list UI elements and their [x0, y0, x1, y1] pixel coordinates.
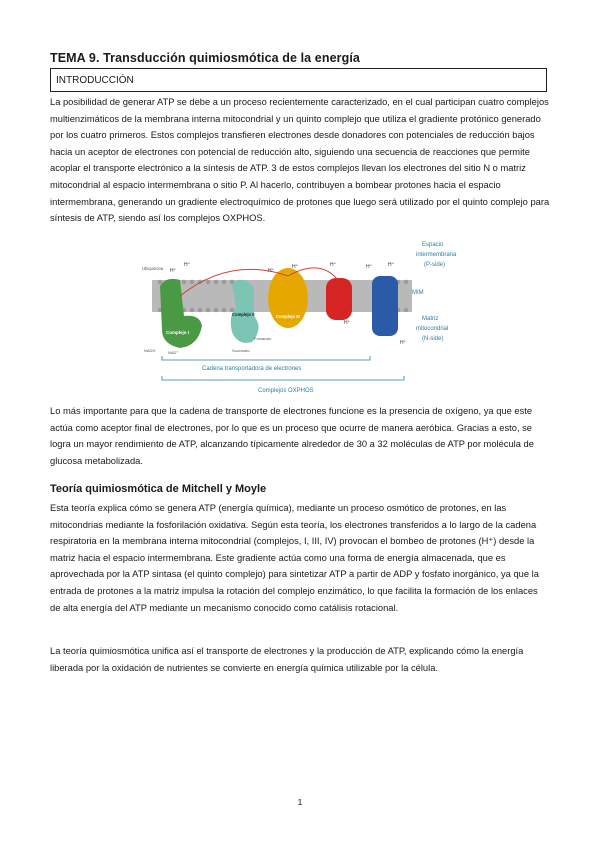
- atp-synthase-shape: [372, 276, 398, 336]
- svg-text:H⁺: H⁺: [388, 262, 395, 268]
- svg-text:H⁺: H⁺: [330, 262, 337, 268]
- bracket-oxphos: [162, 376, 404, 380]
- oxphos-figure: [140, 236, 460, 398]
- label-oxphos: Complejos OXPHOS: [258, 388, 314, 394]
- figure-label-fumarate: Fumarato: [254, 336, 272, 341]
- paragraph-oxygen: Lo más importante para que la cadena de transporte de electrones funcione es la presencia de oxígeno, ya que este actúa como aceptor final de electrones, por lo que es un proceso que ocurre de manera aeróbica. Gracias a esto, se logra un mayor rendimiento de ATP, alcanzando típicamente alrededor de 30 a 32 moléculas de ATP por molécula de glucosa metabolizada.: [50, 406, 534, 466]
- label-cadena: Cadena transportadora de electrones: [202, 366, 302, 372]
- figure-label-succinate: Succinato: [232, 348, 250, 353]
- complex-iv-shape: [326, 278, 352, 320]
- page-number: 1: [297, 797, 303, 807]
- label-espacio: Espacio: [422, 242, 444, 248]
- svg-text:H⁺: H⁺: [344, 320, 351, 326]
- bracket-cadena: [162, 356, 370, 360]
- subheading-mitchell: Teoría quimiosmótica de Mitchell y Moyle: [50, 483, 267, 495]
- label-mitocondrial: mitocondrial: [416, 326, 449, 332]
- complex-i-label: Complejo I: [166, 330, 190, 335]
- paragraph-theory: Esta teoría explica cómo se genera ATP (energía química), mediante un proceso osmótico de protones, en las mitocondrias mediante la fosforilación oxidativa. Según esta teoría, los electrones transferidos a lo largo de la cadena respiratoria en la membrana interna mitocondrial (complejos, I, III, IV) provocan el bombeo de protones (H⁺) desde la matriz hacia el espacio intermembrana. Este gradiente actúa como una forma de energía almacenada, que es aprovechada por la ATP sintasa (el quinto complejo) para sintetizar ATP a partir de ADP y fosfato inorgánico, ya que la entrada de protones a la matriz impulsa la rotación del complejo enzimático, lo que facilita la formación de los enlaces de alta energía del ATP mediante un mecanismo conocido como catálisis rotacional.: [50, 503, 539, 613]
- figure-label-ubiquinone: Ubiquinona: [142, 266, 164, 271]
- svg-text:H⁺: H⁺: [184, 262, 191, 268]
- label-p-side: (P-side): [424, 262, 446, 268]
- svg-text:H⁺: H⁺: [268, 268, 275, 274]
- figure-label-nadh: NADH: [144, 348, 156, 353]
- label-matriz: Matriz: [422, 316, 439, 322]
- complex-iii-shape: [268, 268, 308, 328]
- figure-label-nad: NAD⁺: [168, 350, 179, 355]
- complex-ii-label: Complejo II: [232, 312, 255, 317]
- svg-text:H⁺: H⁺: [292, 264, 299, 270]
- paragraph-intro: La posibilidad de generar ATP se debe a un proceso recientemente caracterizado, en el cual participan cuatro complejos multienzimáticos de la membrana interna mitocondrial y un quinto complejo que utiliza el gradiente protónico generado por los cuatro primeros. Estos complejos transfieren electrones desde donadores con potenciales de reducción bajos hacia un aceptor de electrones con potencial de reducción alto, siguiendo una secuencia de reacciones que permite acoplar el transporte electrónico a la síntesis de ATP. 3 de estos complejos llevan los electrones del sitio N o matriz mitocondrial al espacio intermembrana o sitio P. Al hacerlo, contribuyen a bombear protones hacia el espacio intermembrana, generando un gradiente electroquímico de protones que luego será utilizado por el quinto complejo para síntesis de ATP, siendo así los complejos OXPHOS.: [50, 97, 550, 224]
- page-title: TEMA 9. Transducción quimiosmótica de la energía: [50, 51, 360, 65]
- svg-text:H⁺: H⁺: [170, 268, 177, 274]
- paragraph-conclusion: La teoría quimiosmótica unifica así el transporte de electrones y la producción de ATP, explicando cómo la energía liberada por la oxidación de nutrientes se convierte en energía química utilizable por la célula.: [50, 646, 524, 673]
- complex-iii-label: Complejo III: [276, 314, 300, 319]
- label-n-side: (N-side): [422, 336, 444, 342]
- label-intermembrana: intermembrana: [416, 252, 457, 258]
- svg-text:H⁺: H⁺: [400, 340, 407, 346]
- label-mim: MIM: [412, 290, 424, 296]
- section-box-introduccion: INTRODUCCIÓN: [50, 68, 547, 92]
- svg-text:H⁺: H⁺: [366, 264, 373, 270]
